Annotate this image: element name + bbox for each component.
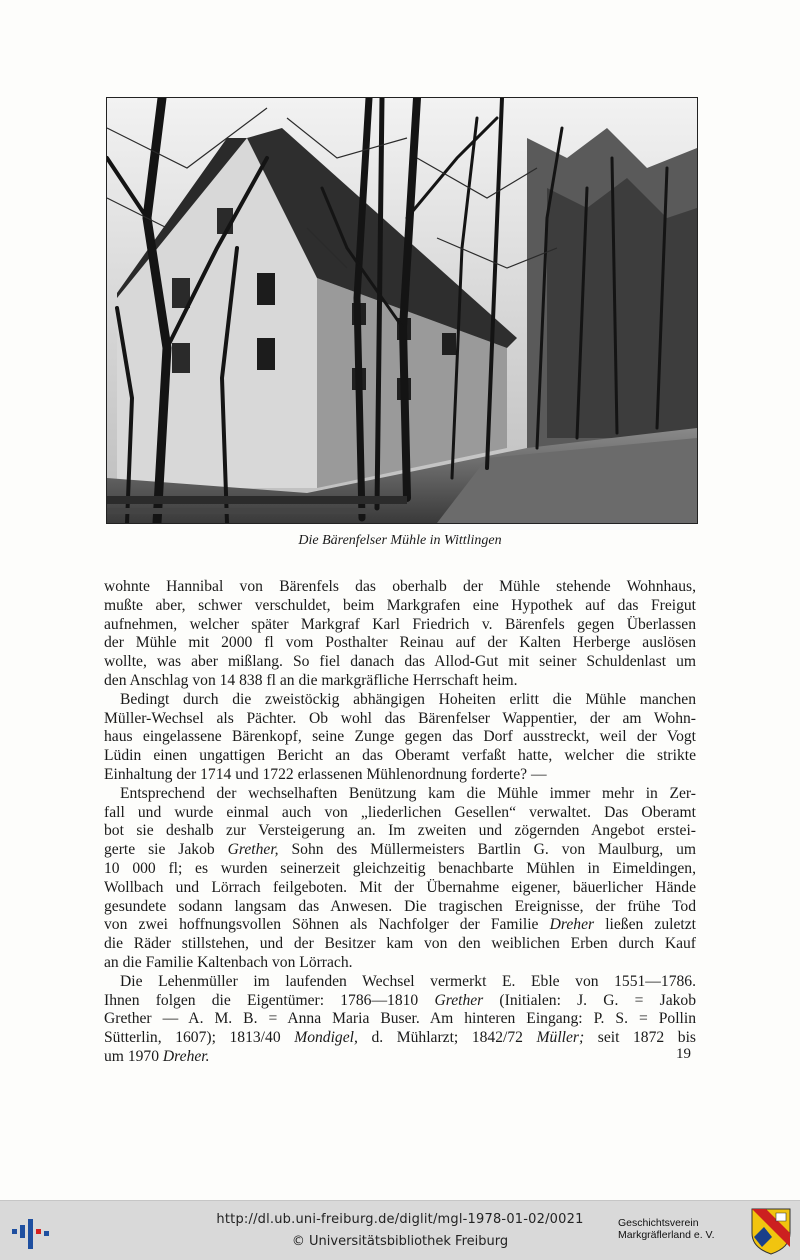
text-run: um 1970	[104, 1047, 163, 1065]
text-run: (Initialen: J. G. = Jakob	[483, 991, 697, 1009]
text-line	[104, 992, 696, 1011]
text-line: Lüdin einen ungattigen Bericht an das Oberamt verfaßt hatte, welcher die strikte	[104, 747, 696, 765]
photo-caption: Die Bärenfelser Mühle in Wittlingen	[298, 533, 502, 548]
society-name-line: Markgräflerland e. V.	[618, 1229, 715, 1241]
text-line: wohnte Hannibal von Bärenfels das oberhalb der Mühle stehende Wohnhaus,	[104, 578, 696, 595]
page-number: 19	[676, 1046, 691, 1062]
text-run: Sütterlin, 1607); 1813/40	[104, 1029, 295, 1047]
text-line: wollte, was aber mißlang. So fiel danach das Allod-Gut mit seiner Schuldenlast um	[104, 653, 696, 671]
text-run: gerte sie Jakob	[104, 841, 228, 859]
text-line	[104, 1048, 696, 1067]
text-line: mußte aber, schwer verschuldet, beim Markgrafen eine Hypothek auf das Freigut	[104, 596, 696, 614]
text-line: an die Familie Kaltenbach von Lörrach.	[104, 953, 353, 971]
paragraph	[104, 973, 696, 1067]
name-italic: Dreher.	[162, 1047, 210, 1065]
text-run: von zwei hoffnungsvollen Söhnen als Nachfolger der Familie	[104, 916, 550, 934]
text-run: d. Mühlarzt; 1842/72	[357, 1029, 537, 1047]
name-italic: Grether	[434, 991, 484, 1009]
text-line: bot sie deshalb zur Versteigerung an. Im zweiten und zögernden Angebot erstei-	[104, 822, 696, 840]
text-line: aufnehmen, welcher später Markgraf Karl Friedrich v. Bärenfels gegen Überlassen	[104, 615, 696, 633]
text-line: gesundete sodann langsam das Anwesen. Die tragischen Ereignisse, der frühe Tod	[104, 897, 696, 915]
text-line: fall und wurde einmal auch von „liederlichen Gesellen“ verwaltet. Das Oberamt	[104, 803, 696, 821]
text-line: den Anschlag von 14 838 fl an die markgräfliche Herrschaft heim.	[104, 671, 518, 689]
paragraph	[104, 691, 696, 785]
society-name[interactable]	[618, 1217, 715, 1241]
text-line: Entsprechend der wechselhaften Benützung kam die Mühle immer mehr in Zer-	[120, 784, 696, 802]
name-italic: Müller;	[536, 1029, 585, 1047]
text-run: ließen zuletzt	[594, 916, 696, 934]
text-line: Die Lehenmüller im laufenden Wechsel vermerkt E. Eble von 1551—1786.	[120, 972, 696, 990]
text-line: 10 000 fl; es wurden seinerzeit gleichzeitig benachbarte Mühlen in Eimeldingen,	[104, 859, 696, 877]
permalink-url[interactable]: http://dl.ub.uni-freiburg.de/diglit/mgl-1978-01-02/0021	[216, 1212, 584, 1227]
text-run: seit 1872 bis	[584, 1029, 696, 1047]
paragraph	[104, 785, 696, 973]
name-italic: Grether,	[227, 841, 279, 859]
mill-photograph	[106, 97, 698, 524]
text-line	[104, 841, 696, 860]
copyright-notice: © Universitätsbibliothek Freiburg	[291, 1234, 509, 1249]
body-text	[104, 578, 696, 1067]
text-line: haus eingelassene Bärenkopf, seine Zunge gegen das Dorf ausstreckt, weil der Vogt	[104, 728, 696, 746]
text-run: Ihnen folgen die Eigentümer: 1786—1810	[104, 991, 435, 1009]
paragraph	[104, 578, 696, 691]
text-line: Grether — A. M. B. = Anna Maria Buser. Am hinteren Eingang: P. S. = Pollin	[104, 1010, 696, 1028]
text-line	[104, 1029, 696, 1048]
text-line: Bedingt durch die zweistöckig abhängigen Hoheiten erlitt die Mühle manchen	[120, 690, 696, 708]
text-line: die Räder stillstehen, und der Besitzer kam von den weiblichen Erben durch Kauf	[104, 935, 696, 953]
viewer-footer	[0, 1200, 800, 1260]
text-line: Einhaltung der 1714 und 1722 erlassenen Mühlenordnung forderte? —	[104, 765, 547, 783]
coat-of-arms-icon[interactable]	[750, 1207, 792, 1255]
text-line: der Mühle mit 2000 fl vom Posthalter Reinau auf der Kalten Herberge auslösen	[104, 634, 696, 652]
text-line: Wollbach und Lörrach feilgeboten. Mit der Übernahme eigener, bäuerlicher Hände	[104, 878, 696, 896]
text-line	[104, 916, 696, 935]
name-italic: Mondigel,	[294, 1029, 358, 1047]
text-run: Sohn des Müllermeisters Bartlin G. von Maulburg, um	[278, 841, 696, 859]
text-line: Müller-Wechsel als Pächter. Ob wohl das Bärenfelser Wappentier, der am Wohn-	[104, 709, 696, 727]
name-italic: Dreher	[549, 916, 595, 934]
society-name-line: Geschichtsverein	[618, 1217, 699, 1229]
